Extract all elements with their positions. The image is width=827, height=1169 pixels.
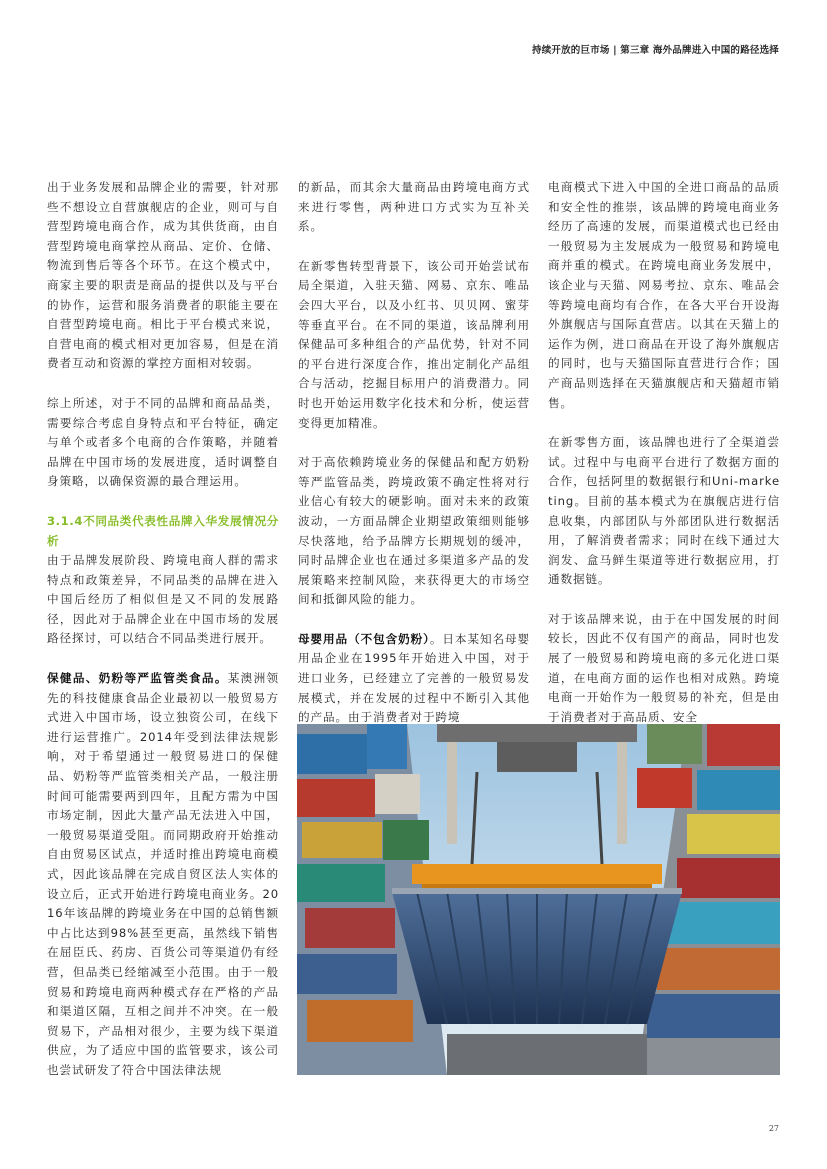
container-port-illustration <box>297 724 780 1075</box>
text-column-right <box>548 178 780 747</box>
paragraph <box>47 669 279 1080</box>
text-column-left <box>47 178 279 1101</box>
paragraph: 出于业务发展和品牌企业的需要，针对那些不想设立自营旗舰店的企业，则可与自营型跨境电商合作，成为其供货商，由自营型跨境电商掌控从商品、定价、仓储、物流到售后等各个环节。在这个模式中，商家主要的职责是商品的提供以及与平台的协作，运营和服务消费者的职能主要在自营型跨境电商。相比于平台模式来说，自营电商的模式相对更加容易，但是在消费者互动和资源的掌控方面相对较弱。 <box>47 180 279 371</box>
paragraph: 对于高依赖跨境业务的保健品和配方奶粉等严监管品类，跨境政策不确定性将对行业信心有较大的硬影响。面对未来的政策波动，一方面品牌企业期望政策细则能够尽快落地，给予品牌方长期规划的缓冲，同时品牌企业也在通过多渠道多产品的发展策略来控制风险，来获得更大的市场空间和抵御风险的能力。 <box>298 455 530 607</box>
paragraph: 电商模式下进入中国的全进口商品的品质和安全性的推崇，该品牌的跨境电商业务经历了高速的发展，而渠道模式也已经由一般贸易为主发展成为一般贸易和跨境电商并重的模式。在跨境电商业务发展中，该企业与天猫、网易考拉、京东、唯品会等跨境电商均有合作，在各大平台开设海外旗舰店与国际直营店。以其在天猫上的运作为例，进口商品在开设了海外旗舰店的同时，也与天猫国际直营进行合作；国产商品则选择在天猫旗舰店和天猫超市销售。 <box>548 180 780 410</box>
paragraph-body: 。日本某知名母婴用品企业在1995年开始进入中国，对于进口业务，已经建立了完善的一般贸易发展模式，并在发展的过程中不断引入其他的产品。由于消费者对于跨境 <box>298 631 530 725</box>
paragraph <box>298 630 530 728</box>
paragraph: 对于该品牌来说，由于在中国发展的时间较长，因此不仅有国产的商品，同时也发展了一般贸易和跨境电商的多元化进口渠道，在电商方面的运作也相对成熟。跨境电商一开始作为一般贸易的补充，但是由于消费者对于高品质、安全 <box>548 611 780 724</box>
page-number: 27 <box>768 1124 779 1133</box>
paragraph: 由于品牌发展阶段、跨境电商人群的需求特点和政策差异，不同品类的品牌在进入中国后经历了相似但是又不同的发展路径，因此对于品牌企业在中国市场的发展路径探讨，可以结合不同品类进行展开。 <box>47 553 279 646</box>
paragraph: 在新零售方面，该品牌也进行了全渠道尝试。过程中与电商平台进行了数据方面的合作，包括阿里的数据银行和Uni-marketing。目前的基本模式为在旗舰店进行信息收集，内部团队与外部团队进行数据活用，了解消费者需求；同时在线下通过大润发、盒马鲜生渠道等进行数据应用，打通数据链。 <box>548 435 780 587</box>
paragraph-lead: 母婴用品（不包含奶粉） <box>298 631 430 646</box>
paragraph-lead: 保健品、奶粉等严监管类食品。 <box>47 671 228 686</box>
section-heading: 3.1.4不同品类代表性品牌入华发展情况分析 <box>47 513 279 548</box>
paragraph-body: 某澳洲领先的科技健康食品企业最初以一般贸易方式进入中国市场，设立独资公司，在线下进行运营推广。2014年受到法律法规影响，对于希望通过一般贸易进口的保健品、奶粉等严监管类相关产品，一般注册时间可能需要两到四年，且配方需为中国市场定制，因此大量产品无法进入中国，一般贸易渠道受阻。而同期政府开始推动自由贸易区试点，并适时推出跨境电商模式，因此该品牌在完成自贸区法人实体的设立后，正式开始进行跨境电商业务。2016年该品牌的跨境业务在中国的总销售额中占比达到98%甚至更高，虽然线下销售在屈臣氏、药房、百货公司等渠道仍有经营，但品类已经缩减至小范围。由于一般贸易和跨境电商两种模式存在严格的产品和渠道区隔，互相之间并不冲突。在一般贸易下，产品相对很少，主要为线下渠道供应，为了适应中国的监管要求，该公司也尝试研发了符合中国法律法规 <box>47 671 279 1077</box>
running-header: 持续开放的巨市场 | 第三章 海外品牌进入中国的路径选择 <box>532 45 779 56</box>
paragraph: 在新零售转型背景下，该公司开始尝试布局全渠道，入驻天猫、网易、京东、唯品会四大平台，以及小红书、贝贝网、蜜芽等垂直平台。在不同的渠道，该品牌利用保健品可多种组合的产品优势，针对不同的平台进行深度合作，推出定制化产品组合与活动，挖掘目标用户的消费潜力。同时也开始运用数字化技术和分析，使运营变得更加精准。 <box>298 258 530 430</box>
container-port-photo <box>297 724 780 1075</box>
text-column-middle <box>298 178 530 748</box>
paragraph: 的新品，而其余大量商品由跨境电商方式来进行零售，两种进口方式实为互补关系。 <box>298 180 530 234</box>
paragraph: 综上所述，对于不同的品牌和商品品类，需要综合考虑自身特点和平台特征，确定与单个或者多个电商的合作策略，并随着品牌在中国市场的发展进度，适时调整自身策略，以确保资源的最合理运用。 <box>47 395 279 489</box>
